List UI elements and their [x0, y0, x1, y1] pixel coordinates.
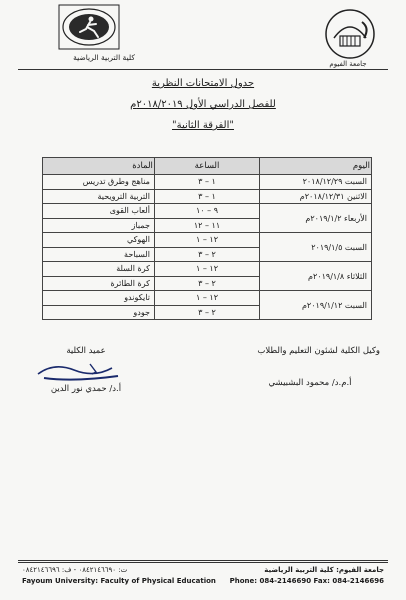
- cell-time: ١٢ – ١: [154, 291, 259, 306]
- header-divider: [18, 69, 388, 70]
- cell-time: ٢ – ٣: [154, 247, 259, 262]
- cell-subject: السباحة: [43, 247, 155, 262]
- cell-day: السبت ٢٠١٨/١٢/٢٩: [260, 175, 372, 190]
- cell-subject: مناهج وطرق تدريس: [43, 175, 155, 190]
- cell-day: الأربعاء ٢٠١٩/١/٢م: [260, 204, 372, 233]
- table-header-row: [43, 158, 372, 175]
- cell-subject: جودو: [43, 305, 155, 320]
- doc-title: جدول الامتحانات النظرية: [151, 78, 255, 89]
- table-row: [43, 262, 372, 277]
- table-row: [43, 291, 372, 306]
- vice-dean-title: وكيل الكلية لشئون التعليم والطلاب: [257, 346, 380, 356]
- table-row: [43, 204, 372, 219]
- title-block: [0, 78, 406, 131]
- vice-dean-signature-block: [240, 346, 380, 388]
- cell-time: ١٢ – ١: [154, 262, 259, 277]
- footer-divider-secondary: [18, 562, 388, 563]
- cell-subject: جمباز: [43, 218, 155, 233]
- faculty-logo-icon: [58, 4, 120, 50]
- faculty-name: كلية التربية الرياضية: [73, 53, 135, 62]
- cell-subject: ألعاب القوى: [43, 204, 155, 219]
- cell-time: ٢ – ٣: [154, 276, 259, 291]
- cell-subject: تايكوندو: [43, 291, 155, 306]
- cell-subject: التربية الترويحية: [43, 189, 155, 204]
- header-subject: المادة: [43, 158, 155, 175]
- cell-day: السبت ٢٠١٩/١/٥: [260, 233, 372, 262]
- footer-university-ar: جامعة الفيوم: كلية التربية الرياضية: [264, 566, 384, 574]
- header-time: الساعة: [154, 158, 259, 175]
- doc-semester: للفصل الدراسي الأول ٢٠١٨/٢٠١٩م: [130, 99, 276, 110]
- header-day: اليوم: [260, 158, 372, 175]
- cell-time: ١١ – ١٢: [154, 218, 259, 233]
- cell-subject: الهوكي: [43, 233, 155, 248]
- cell-day: الثلاثاء ٢٠١٩/١/٨م: [260, 262, 372, 291]
- footer-phone-en: Phone: 084-2146690 Fax: 084-2146696: [229, 577, 384, 585]
- footer-divider: [18, 560, 388, 561]
- cell-subject: كرة السلة: [43, 262, 155, 277]
- dean-title: عميد الكلية: [66, 346, 106, 356]
- table-row: [43, 233, 372, 248]
- cell-time: ٢ – ٣: [154, 305, 259, 320]
- table-row: [43, 175, 372, 190]
- vice-dean-name: أ.م.د/ محمود البشبيشي: [268, 378, 352, 388]
- footer-phone-ar: ت: ٠٨٤٢١٤٦٦٩٠ - ف: ٠٨٤٢١٤٦٦٩٦: [22, 566, 128, 574]
- cell-time: ١ – ٣: [154, 175, 259, 190]
- cell-time: ١ – ٣: [154, 189, 259, 204]
- university-name: جامعة الفيوم: [329, 60, 367, 68]
- footer-right: [209, 566, 384, 588]
- handwritten-signature-icon: [34, 358, 124, 384]
- footer-university-en: Fayoum University: Faculty of Physical Education: [22, 577, 216, 585]
- cell-day: السبت ٢٠١٩/١/١٢م: [260, 291, 372, 320]
- doc-year-group: "الفرقة الثانية": [172, 120, 234, 131]
- dean-name: أ.د/ حمدي نور الدين: [50, 384, 122, 394]
- cell-time: ١٢ – ١: [154, 233, 259, 248]
- university-logo-icon: [324, 8, 376, 60]
- exam-schedule-table: [42, 157, 372, 320]
- cell-time: ٩ – ١٠: [154, 204, 259, 219]
- footer-left: [22, 566, 216, 588]
- table-row: [43, 189, 372, 204]
- cell-day: الاثنين ٢٠١٨/١٢/٣١م: [260, 189, 372, 204]
- cell-subject: كرة الطائرة: [43, 276, 155, 291]
